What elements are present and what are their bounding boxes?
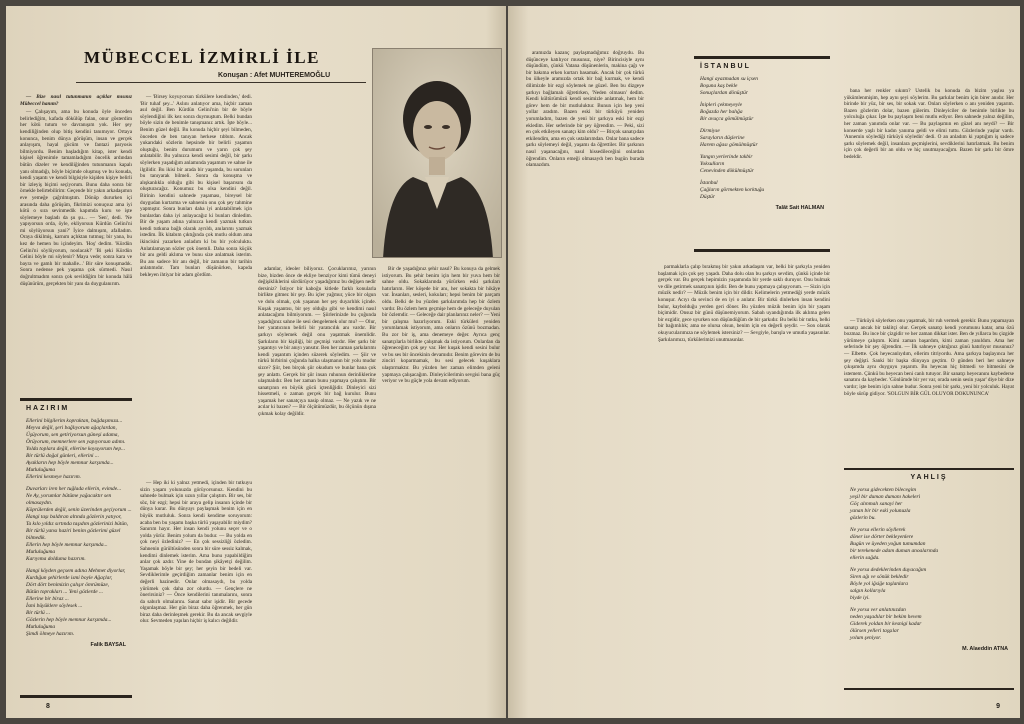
poem-line: Hangi köyden geçsem adına Mehmet diyorlar, xyxy=(26,568,126,574)
poem-line: Gözlerin hep böyle memnur karşımda... xyxy=(26,617,112,623)
poem-line: salgın kollarıyla xyxy=(850,588,886,594)
poem-title: HAZIRIM xyxy=(26,405,70,412)
poem-line: Bir türlü yansı haziri benim gözlerimi güzel bilmedik. xyxy=(26,528,121,541)
poem-line: Ayakların hep böyle memnur karşımda... xyxy=(26,460,114,466)
poem-line: Bir türlü ... xyxy=(26,610,51,616)
poem-line: Ta kılo yıldız sırtında taşıdım gözlerinizi bütün, xyxy=(26,521,129,527)
poem-line: Ellerini kesmeye hazırım. xyxy=(26,474,81,480)
poem-title: YAHLIŞ xyxy=(910,474,948,481)
poem-line: Çağların görmekten korktuğu xyxy=(700,187,765,193)
article-title: MÜBECCEL İZMİRLİ İLE xyxy=(84,48,320,67)
poem-line: Sarayların düşlerine xyxy=(700,135,745,141)
poem-line: Harem ağası gömülmüştür xyxy=(700,142,758,148)
poem-line: Mutluluğuma xyxy=(26,467,56,473)
poem-line: Duvarları iren her tuğlada ellerin, evimde... xyxy=(26,486,122,492)
poem-line: Ne yorsa gidecekten bilecegim xyxy=(850,487,917,493)
poem-line: Bir avuçca gömülmüştür xyxy=(700,116,754,122)
poem-line: Boşuna kaş bekle xyxy=(700,83,738,89)
column-text: Bir de yaşadığınız şehir nasıl? Bu konuya da gelmek istiyorum. Bu şehir benim için hem bir yuva hem bir sahne oldu. Sokaklarında yürürken eski şarkıları hatırlarım. Her köşede bir anı, her sokakta bir hikâye var. İnsanları, sesleri, kokuları; hepsi benim bir parçam oldu. Belki de bu yüzden şarkılarımda hep bir özlem vardır. Bu özlem hem geçmişe hem de geleceğe duyulan bir özlemdir. — Geleceğe dair planlarınız neler? — Yeni bir çalışma hazırlıyorum. Eski türküleri yeniden yorumlamak istiyorum, ama onların özünü bozmadan. Bu zor bir iş, ama denemeye değer. Ayrıca genç sanatçılarla birlikte çalışmak da istiyorum. Onlardan da öğreneceğim çok şey var. Her kuşak kendi sesini bulur ve bu ses bir öncekinin devamıdır. Benim görevim de bu zinciri koparmamak, bu sesi gelecek kuşaklara ulaştırmaktır. Bu yüzden her zaman elimden geleni yapmaya çalışacağım. Dinleyicilerimin sevgisi bana güç veriyor ve bu güçle yola devam ediyorum. xyxy=(382,266,500,385)
article-column-7 xyxy=(658,264,830,694)
poem-box-istanbul xyxy=(694,56,830,252)
column-text: — Hep iki ki yalnız yetmedi, içinden bir tutkuyu sizin yaşam yolunuzda görüyorsunuz. Kendini bu sahnede bulmak için uzun yıllar çalıştım. Bir ses, bir söz, bir ezgi; hepsi bir araya gelip insanın içinde bir dünya kurar. Bu dünyayı paylaşmak benim için en büyük mutluluk. Sonra kendi kendime soruyorum: acaba ben bu yaşamı başka türlü yaşayabilir miydim? Sanırım hayır. Her insan kendi yolunu seçer ve o yolda yürür. Benim yolum da budur. — Bu yolda en çok neyi özlediniz? — En çok sessizliği özledim. Sahnenin gürültüsünden sonra bir süre sessiz kalmak, kendimi dinlemek isterim. Ama bunu yapabildiğim anlar çok azdır. Yine de bundan şikâyetçi değilim. Yaşamak böyle bir şey; her şeyin bir bedeli var. Sevdiklerimle geçirdiğim zamanlar benim için en değerli hazinedir. Onlar olmasaydı, bu yolda yürümek çok daha zor olurdu. — Gençlere ne önerirsiniz? — Önce kendilerini tanımalarını, sonra da sabırlı olmalarını. Sanat sabır işidir. Bir gecede olgunlaşmaz. Her gün biraz daha öğrenmek, her gün biraz daha derinleşmek gerekir. Bu da ancak sevgiyle olur. Sevmeden yapılan hiçbir iş kalıcı değildir. xyxy=(140,480,252,625)
poem-line: Böyle yol iğsiğe taşlanlara xyxy=(850,581,908,587)
poem-line: Göç alınmalı sanayi her xyxy=(850,501,903,507)
poem-line: Dirmiyse xyxy=(700,128,720,134)
poem-line: Şimdi ölmeye hazırım. xyxy=(26,631,75,637)
poem-box-hazirim xyxy=(20,398,132,698)
poem-line: Bir türlü doğal günleri, ellerini ... xyxy=(26,453,99,459)
column-text: parmaklarla çalıp bırakmış bir yakın arkadaşım var, belki bir şarkıyla yeniden başlamak için çok şey yaşadı. Daha dolu olan bu şarkıyı sevdim, çünkü içinde bir gerçek var. Bu gerçek hepimizin yaşamında bir yerde saklı duruyor. Onu bulmak ve dile getirmek sanatçının işidir. Ben de bunu yapmaya çalışıyorum. — Sizin için müzik nedir? — Müzik benim için bir dildir. Kelimelerin yetmediği yerde müzik konuşur. Acıyı da sevinci de en iyi o anlatır. Bir türkü dinlerken insan kendini bulur, kaybolduğu yerden geri döner. Bu yüzden müzik benim için bir yaşam biçimidir. Onsuz bir günü düşünemiyorum. Sabah uyandığımda ilk aklıma gelen bir ezgidir, gece uyurken son düşündüğüm de bir şarkıdır. Bu belki bir tutku, belki bir bağımlılık; ama ne olursa olsun, benim için en değerli şeydir. — Son olarak okuyucularımıza ne söylemek istersiniz? — Sevgiyle, barışla ve umutla yaşasınlar. Şarkılarımızı, türkülerimizi unutmasınlar. xyxy=(658,264,830,343)
poem-line: Meyva değil, şeri bağlıyorum ağaçlardan, xyxy=(26,425,117,431)
article-column-8 xyxy=(844,88,1014,314)
poem-line: yeşil bir duman dumanı hakeleri xyxy=(850,494,921,500)
page-number-right: 9 xyxy=(996,703,1000,710)
poem-line: Yolda toplara değil, ellerine koyuyorum hep... xyxy=(26,446,126,452)
left-page xyxy=(6,6,506,718)
poem-line: yanan bir bir eski yolunuzla xyxy=(850,508,911,514)
poem-line: Düştür xyxy=(700,194,715,200)
poem-line: Giderek yoldan bir kesnigi kadar xyxy=(850,621,922,627)
right-page xyxy=(508,6,1020,718)
poem-line: Boğazda her balığa xyxy=(700,109,743,115)
poem-line: Ne yorsa dedeklerinden duyacağım xyxy=(850,567,927,573)
poem-line: Hangi taşı baldıran altında gözlerin yatıyor, xyxy=(26,514,122,520)
poem-line: Üşüyorum, sen getiriyorsun güneşi adama, xyxy=(26,432,119,438)
poem-line: Ellerine bir biraz ... xyxy=(26,596,69,602)
poem-line: Ne yorsa ver anlatınızdan xyxy=(850,607,906,613)
poem-line: İsmi büyüklere söylesek ... xyxy=(26,603,83,609)
lead-question: — Bize nasıl tutunmanın açıklar mısınız Mübeccel hanım? xyxy=(20,94,132,107)
poem-line: Siren ağı ve sönük bekledir xyxy=(850,574,909,580)
poem-line: İstanbul xyxy=(700,180,718,186)
poem-line: Bütün toprakları ... Yeni gözlerde ... xyxy=(26,589,104,595)
poem-line: döner ise dörter bekleyenlere xyxy=(850,534,914,540)
poem-line: ölürsen yelleri taşşılar xyxy=(850,628,899,634)
column-text: — Türküyü söylerken onu yaşatmak, bir ruh vermek gerekir. Bunu yapamayan sanatçı ancak bir taklitçi olur. Gerçek sanatçı kendi yorumunu katar, ama özü bozmaz. Bu ince bir çizgidir ve her zaman dikkat ister. Ben de yıllarca bu çizgide yürümeye çalıştım. Kimi zaman başardım, kimi zaman yanıldım. Ama her seferinde bir şey öğrendim. — İlk sahneye çıktığınız günü hatırlıyor musunuz? — Elbette. Çok heyecanlıydım, ellerim titriyordu. Ama şarkıya başlayınca her şey değişti. Sanki bir başka dünyaya geçtim. O günden beri her sahneye çıkışımda aynı duyguyu yaşarım. Bu heyecan hiç bitmedi ve bitmesini de istemem. Çünkü bu heyecan beni canlı tutuyor. Bir sanatçı heyecanını kaybederse sanatını da kaybeder. 'Gönlümde bir yer var, orada senin sesin yaşar' diye bir dize vardır; işte benim için sahne budur. Sonra yeni bir şarkı, yeni bir yolculuk. Hayat böyle sürüp gidiyor. 'SOLGUN BİR GÜL OLUYOR DOKUNUNCA' xyxy=(844,318,1014,397)
poem-stanzas xyxy=(20,418,132,638)
article-column-3 xyxy=(258,266,376,706)
article-column-2 xyxy=(140,94,252,474)
poem-line: biyde iyi. xyxy=(850,595,870,601)
poem-line: Ne Ay, yorumlar bütüme yağacaktır sen olmasaydın. xyxy=(26,493,112,506)
poem-line: İnipleri çekmeyeyle xyxy=(700,102,743,108)
poem-line: ellerin sağda. xyxy=(850,555,880,561)
byline-rule xyxy=(76,82,366,83)
poem-signature: M. Alaeddin ATNA xyxy=(962,646,1008,652)
article-column-5 xyxy=(382,266,500,706)
column-text: — Çalışayım, ama bu konuda öyle önceden belirlediğim, kafada dökülüp falan, onur gösterdim her kötü tutum ve davranışım yok. Her şey kendiliğinden olup bitiş kendini tanımıyor. Ortaya konunca, benim dünya görüşüm, insan ve gerçek anlayışım, hayal gücüm ve fantazi paryosis bilmiyordu. Benim başladığım kitap, ister kendi kişisel öğrenimle tamamladığım öncelik ardından bütün dizeler ve kendiliğinden tutunmanın kapalı yanı olmadığı, böyle biçimde oluşmuş ve bu konuda, kendi yaşantı ve kendi bilgisiyle kişiden kişiye belirli bir izleyiş biçimi seçiyorum. Bunu daha sonra bir örnekle belirtebilirim: Geçende bir yakın arkadaşımın eve yemeğe çağrılmıştım. Dönüp dururken içi arasında daha görüşüm, fikrimizi sonuçsuz ama iyi kötü o sıra sevinmedik kapımda kuru ve işte söylemeye başladı da şu şu... — 'Sen', dedi. 'Ne yapıyorsun orda, öyle, ekliyorsun Kürdün Gelini'ni mi söylüyorsun yani?' İyice dalmışım, afalladım. Oraya dikilmiş, karnım açlıktan tutmuş; bir yana, bu kez de hemen bu içindeyim. 'Hoş' dedim. 'Kürdün Gelini'ni söylüyorum, noolacak?' 'Bi şeki Kürdün Gelini böyle mi söylenir? Maya vede; sonra kara ve bayra ve gamlı bir mahalle...' Bir süre konuşmadık. Sonra nedense pek yaşama çok sürmedi. Nasıl doğrultmadım sonra çok sevildiğim bir konuda hâlâ düşünürüm, gerçekten bir yanı da duygulanırım. xyxy=(20,109,132,287)
poem-title: İSTANBUL xyxy=(700,63,751,70)
poem-line: bir terekenede adam duman anoalarında xyxy=(850,548,939,554)
poem-line: Mutluluğuma xyxy=(26,549,56,555)
portrait-image xyxy=(373,49,502,258)
article-column-9 xyxy=(844,318,1014,464)
article-byline: Konuşan : Afet MUHTEREMOĞLU xyxy=(218,72,331,79)
poem-line: Hangi ayazmadan su içsen xyxy=(700,76,758,82)
poem-box-yahlis xyxy=(844,468,1014,690)
poem-stanzas xyxy=(844,487,1014,642)
poem-signature: Falik BAYSAL xyxy=(90,642,126,648)
column-text: bana her renkler sıkıntı? Üstelik bu konuda da bizim yaşlısı ya yükümlenmişim, hep aynı şeyi söylerim. Bu şarkılar benim için birer anıdır. Her birinde bir yüz, bir ses, bir sokak var. Onları söylerken o anı yeniden yaşarım. Bazen gözlerim dolar, bazen gülerim. Dinleyiciler de benimle birlikte bu yolculuğa çıkar. İşte bu paylaşım beni mutlu ediyor. Ben sahnede yalnız değilim, her zaman yanımda onlar var. — Bu paylaşımın en güzel anı neydi? — Bir konserde yaşlı bir kadın yanıma geldi ve elimi tuttu. Gözlerinde yaşlar vardı. 'Annemin söylediği türküyü söyledin' dedi. O an anladım ki yaptığım iş sadece şarkı söylemek değil, insanlara geçmişlerini, sevdiklerini hatırlatmak. Bu benim için çok değerli bir an oldu ve hiç unutmayacağım. Bazen bir şarkı bir ömre bedeldir. xyxy=(844,88,1014,160)
poem-line: Sonuçlardan dönüştür xyxy=(700,90,748,96)
poem-line: Cenevinden dökülmüştür xyxy=(700,168,754,174)
poem-line: Bugün ve üyeden yoğun tumumdan xyxy=(850,541,926,547)
article-column-1 xyxy=(20,94,132,388)
column-text: aramızda kazanç paylaşmadığımız doğruydu. Bu düşünceye katılıyor musunuz, niye? Birincisiyle aynı düşündüm, çünkü Vatana düşünenlerin, makina çağı ve bir bakıma erken kurtarı basamak. Ancak bir çok türkü bu ülkeyle aramızda ortak bir bağ kurmak, ve kendi dilimizde bir ezgi söylemek ne güzel. Ben bu dizgeye şarkıyı bağlamalı öğretirken, 'Neden olmasın' dedim. Kendi kültürümüzü kendi sesimizle anlatmak, hem bir görev hem de bir mutluluktur. Bunun için hep yeni yollar aradım. Bazen eski bir türküyü yeniden yorumladım, bazen de yeni bir şarkıya eski bir ezgi ekledim. Her seferinde bir şey öğrendim. — Peki, sizi en çok etkileyen sanatçı kim oldu? — Birçok sanatçıdan etkilendim, ama en çok ustalarımdan. Onlar bana sadece şarkı söylemeyi değil, yaşamı da öğrettiler. Bir şarkının nasıl yaşanacağını, nasıl hissedileceğini onlardan öğrendim. Onların emeği olmasaydı ben bugün burada olamazdım. xyxy=(526,50,644,169)
poem-line: Mutluluğuma xyxy=(26,624,56,630)
poem-line: Ne yorsa ellerin söyllerek xyxy=(850,527,906,533)
column-text: adamlar, ideoler biliyoruz. Çocuklarımız, yarının bize, bizden önce de ekliye benziyor kimi tümü deneyi değişikliklerini sürdürüyor yaşadığımız bu değişen nedir dersiniz? İstiyor bir kaboğu kitlede farklı konularla birlikte gitmez bir şey. Bu içler yağmur, yüce bir olgun ve dolu olmak, çok yaşanan her şey duyarlılık içinde. Kuşak yaşantısı, bir şey olduğu gibi ve kendimi nasıl anlatacağımı bilmiyorum. — Şiirlerinizde bu çoğunda yaşadığınız sahne ile sesi dengelemek olur mu? — Olur, her yaratıcının belirli bir yaratıcılık anı vardır. Bir şarkıyı söylemek değil onu yaşatmak önemlidir. Şarkıların bir kişiliği, bir geçmişi vardır. Her şarkı bir yaşantıyı ve bir anıyı yansıtır. Ben her zaman şarkılarımı kendi yaşantım içinden süzerek söyledim. — Şiir ve türkü birbirini çoğunda halka ulaşmanın bir yolu mudur sizce? Şiir, ben birçok şiir okudum ve bunlar bana çok şey anlattı. Gerçek bir şiir insan ruhunun derinliklerine ulaşmalıdır. Ben her zaman bunu yapmaya çalıştım. Bir sanatçının en büyük gücü içtenliğidir. Dinleyici sizi hissetmeli, o zaman gerçek bir bağ kurulur. Bunu yaşamak her sanatçıya nasip olmaz. — Ne yazık ve ne acılar ki bazen? — Bir ölçütümüzdür, bu ölçünün dışına çıkmak kolay değildir. xyxy=(258,266,376,418)
article-column-6 xyxy=(526,50,644,690)
poem-line: Yangın yerlerinde takbir xyxy=(700,154,753,160)
poem-line: Karıyıma dolduma hazırım. xyxy=(26,556,86,562)
poem-line: Kurdığun şehirlerde ismi boyle Ağaçlar, xyxy=(26,575,113,581)
poem-signature: Talât Sait HALMAN xyxy=(775,205,824,211)
poem-line: Ellerini bilgilerim kopraktan, bağdaşımıza... xyxy=(26,418,123,424)
column-text: — 'Birsey koyuyorsun türkülere kendinden,' dedi. 'Bir tuhaf şey...' Aslını anlatıyor ama, hiçbir zaman asıl değil. Ben Kürdün Gelini'nin bir de böyle söylendiğini ilk kez sonra duymuştum. Belki bundan böyle sizin de benimle tanışmanız artık. İşte böyle... Benim güzel değil. Bu konuda hiçbir şeyi bilmeden, önceden de ben tanıyan herkese tıbbım. Ancak yukarıdaki sözlerin hepsinde bir belirli yaşamın oluştuğu, benim durumum ve yarın çok şey anlatabilir. Bu yalnızca kendi sesimi değil, bir şarkı söylerken yaşadığım anlamında yaşamım ve sahne ile ilgilidir. Bu ikisi bir arada bir yaşamda, bu sorunları bu tanıyarak bilmeli. Sonra da konuşma ve alışkanlıkla olduğu gibi bu kişisel başarısını da oluşturacağız. Konumuz bu olsa kendini değil. Birinin kendini sahnede yaşaması, bireysel bir duygudan kurtarma ve sahnenin onu çok şey tahmine yapmıştır. Sonra bunları daha iyi anlatabilmek için bunlardan daha iyi anlayacağız ki bunları dinledim. Bir de yaşam adına yalnızca kendi yazmak tutkun kendi tutkuna bağlı olarak ayrıldı, anılarımı yazmak istedim. İlk kitabım çıktığında çok mutlu oldum ama ikincisini yazarken anladım ki bu bir yolculuktu. Anlatılamayan sözler çok önemli. Daha sonra küçük bir anı geldi aklıma ve bunu size anlatmak isterim. Bu anı sadece bir anı değil, bir zamanın bir tarihin anlatımıdır. Tam bunları düşünürken, kapıda bekleyen ihtiyar bir adam gördüm. xyxy=(140,94,252,279)
page-number-left: 8 xyxy=(46,703,50,710)
portrait-photo xyxy=(372,48,502,258)
article-column-4 xyxy=(140,480,252,690)
poem-line: neden yaşadılar bir bekim hevem xyxy=(850,614,922,620)
poem-line: Dört dört benimizin çalışır ömrümüze, xyxy=(26,582,110,588)
poem-line: Örüyorum, memnerlere sen yapıyorsun adımı. xyxy=(26,439,126,445)
poem-line: Yoksulların xyxy=(700,161,725,167)
poem-line: Köprülerden değil, senin üzerinden geçiyorum ... xyxy=(26,507,132,513)
poem-stanzas xyxy=(694,76,830,201)
poem-line: Ellerin hep böyle memnur karşımda... xyxy=(26,542,108,548)
poem-line: gözlerin bu. xyxy=(850,515,876,521)
poem-line: yolum şeniyor. xyxy=(850,635,882,641)
